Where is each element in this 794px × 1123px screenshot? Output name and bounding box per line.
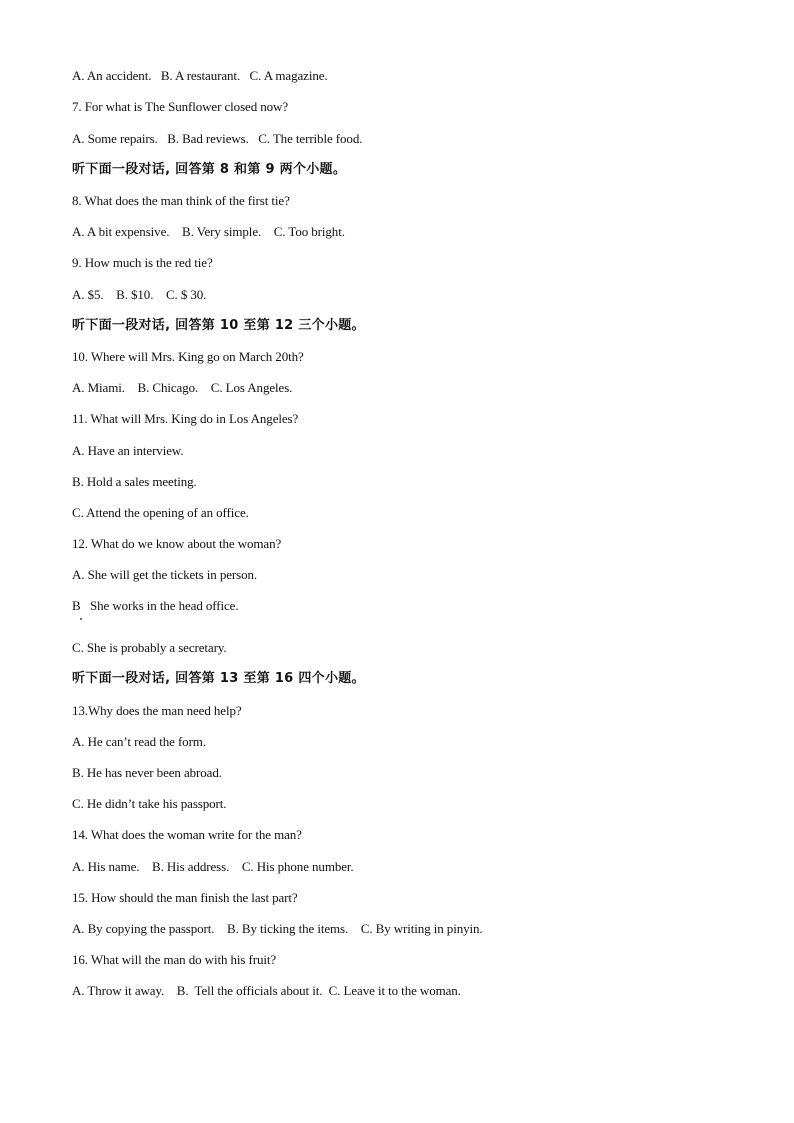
q15-options: A. By copying the passport. B. By ticking the items. C. By writing in pinyin.: [72, 921, 483, 936]
q11-option-b: B. Hold a sales meeting.: [72, 474, 197, 489]
section-heading-8-9: 听下面一段对话, 回答第 8 和第 9 两个小题。: [72, 162, 347, 177]
q16-question: 16. What will the man do with his fruit?: [72, 952, 277, 967]
q13-question: 13.Why does the man need help?: [72, 703, 242, 718]
q9-options: A. $5. B. $10. C. $ 30.: [72, 287, 207, 302]
q12-question: 12. What do we know about the woman?: [72, 536, 282, 551]
q12-option-c: C. She is probably a secretary.: [72, 640, 227, 655]
q15-question: 15. How should the man finish the last part?: [72, 890, 298, 905]
q11-option-a: A. Have an interview.: [72, 443, 184, 458]
section-heading-10-12: 听下面一段对话, 回答第 10 至第 12 三个小题。: [72, 318, 365, 333]
q12-option-b: B She works in the head office.: [72, 598, 239, 613]
q13-option-b: B. He has never been abroad.: [72, 765, 222, 780]
q12-option-a: A. She will get the tickets in person.: [72, 567, 258, 582]
q11-option-c: C. Attend the opening of an office.: [72, 505, 249, 520]
q10-options: A. Miami. B. Chicago. C. Los Angeles.: [72, 380, 293, 395]
q16-options: A. Throw it away. B. Tell the officials about it. C. Leave it to the woman.: [72, 983, 461, 998]
section-heading-13-16: 听下面一段对话, 回答第 13 至第 16 四个小题。: [72, 671, 365, 686]
q9-question: 9. How much is the red tie?: [72, 255, 213, 270]
q7-options: A. Some repairs. B. Bad reviews. C. The terrible food.: [72, 131, 363, 146]
stray-dot-mark: [80, 618, 82, 620]
q10-question: 10. Where will Mrs. King go on March 20th?: [72, 349, 304, 364]
q8-question: 8. What does the man think of the first tie?: [72, 193, 290, 208]
q14-options: A. His name. B. His address. C. His phone number.: [72, 859, 354, 874]
q14-question: 14. What does the woman write for the man?: [72, 827, 302, 842]
q6-options: A. An accident. B. A restaurant. C. A magazine.: [72, 68, 328, 83]
q13-option-c: C. He didn’t take his passport.: [72, 796, 227, 811]
q11-question: 11. What will Mrs. King do in Los Angeles?: [72, 411, 299, 426]
q8-options: A. A bit expensive. B. Very simple. C. Too bright.: [72, 224, 345, 239]
q7-question: 7. For what is The Sunflower closed now?: [72, 99, 289, 114]
q13-option-a: A. He can’t read the form.: [72, 734, 206, 749]
